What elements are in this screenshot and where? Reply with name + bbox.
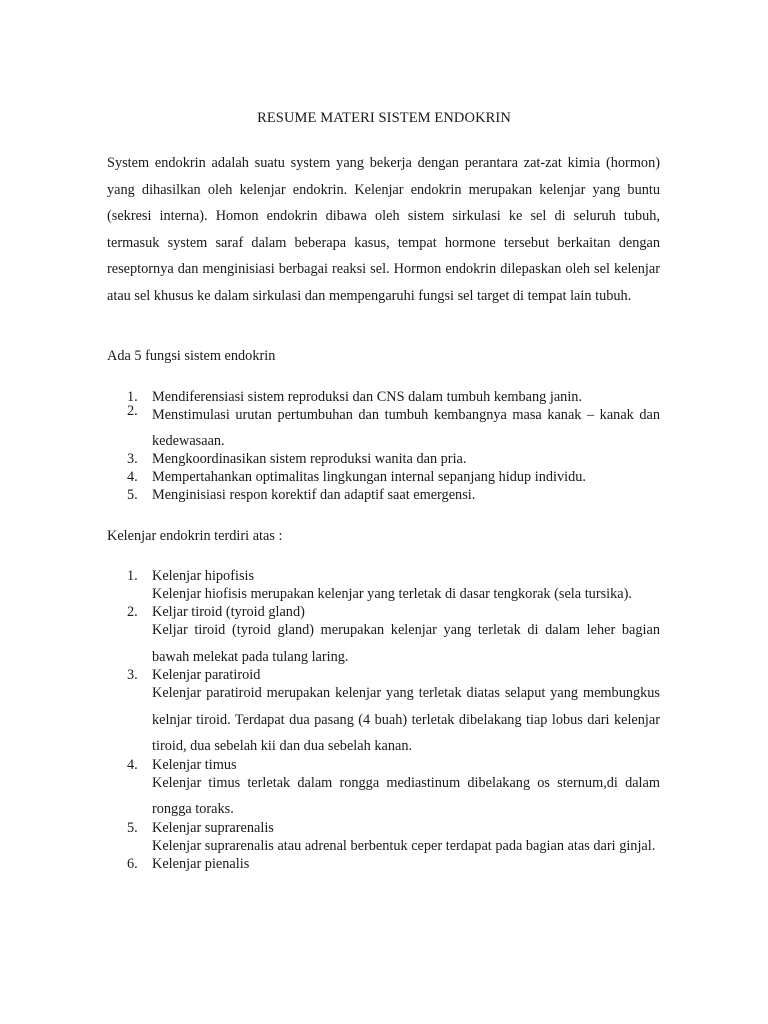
list-number: 2. — [127, 604, 138, 620]
list-number: 1. — [127, 568, 138, 584]
kelenjar-list — [127, 567, 660, 873]
list-item — [127, 855, 660, 873]
list-item-text: Menginisiasi respon korektif dan adaptif saat emergensi. — [152, 487, 476, 503]
list-number: 3. — [127, 667, 138, 683]
list-item — [127, 567, 660, 603]
list-number: 5. — [127, 819, 138, 836]
gland-name: Kelenjar paratiroid — [152, 667, 261, 683]
fungsi-list — [127, 388, 660, 504]
list-item — [127, 819, 660, 860]
list-number: 2. — [127, 403, 138, 419]
list-item-text: Mempertahankan optimalitas lingkungan internal sepanjang hidup individu. — [152, 469, 586, 485]
gland-description: Kelenjar timus terletak dalam rongga mediastinum dibelakang os sternum,di dalam rongga toraks. — [152, 774, 660, 817]
list-number: 3. — [127, 451, 138, 467]
gland-name: Kelenjar suprarenalis — [152, 819, 274, 836]
gland-description: Kelenjar paratiroid merupakan kelenjar yang terletak diatas selaput yang membungkus kelnjar tiroid. Terdapat dua pasang (4 buah) terletak dibelakang tiap lobus dari kelenjar tiroid, dua sebelah kii dan dua sebelah kanan. — [152, 685, 660, 754]
gland-description: Keljar tiroid (tyroid gland) merupakan kelenjar yang terletak di dalam leher bagian bawah melekat pada tulang laring. — [152, 622, 660, 665]
list-item — [127, 666, 660, 760]
intro-paragraph: System endokrin adalah suatu system yang bekerja dengan perantara zat-zat kimia (hormon) yang dihasilkan oleh kelenjar endokrin. Kelenjar endokrin merupakan kelenjar yang buntu (sekresi interna). Homon endokrin dibawa oleh sistem sirkulasi ke sel di seluruh tubuh, termasuk system saraf dalam beberapa kasus, tempat hormone tersebut berkaitan dengan reseptornya dan menginisiasi berbagai reaksi sel. Hormon endokrin dilepaskan oleh sel kelenjar atau sel khusus ke dalam sirkulasi dan mempengaruhi fungsi sel target di tempat lain tubuh. — [107, 155, 660, 304]
list-item — [127, 402, 660, 454]
list-number: 1. — [127, 389, 138, 405]
list-number: 5. — [127, 487, 138, 503]
gland-name: Kelenjar pienalis — [152, 856, 250, 872]
fungsi-heading: Ada 5 fungsi sistem endokrin — [107, 348, 276, 364]
gland-description: Kelenjar hiofisis merupakan kelenjar yang terletak di dasar tengkorak (sela tursika). — [152, 586, 632, 602]
list-item-text: Mengkoordinasikan sistem reproduksi wanita dan pria. — [152, 451, 467, 467]
gland-name: Keljar tiroid (tyroid gland) — [152, 604, 305, 620]
list-item-text: Menstimulasi urutan pertumbuhan dan tumbuh kembangnya masa kanak – kanak dan kedewasaan. — [152, 407, 660, 449]
list-number: 4. — [127, 469, 138, 485]
kelenjar-heading: Kelenjar endokrin terdiri atas : — [107, 528, 283, 544]
list-number: 4. — [127, 756, 138, 773]
list-item — [127, 468, 660, 486]
document-title: RESUME MATERI SISTEM ENDOKRIN — [257, 110, 511, 126]
gland-name: Kelenjar hipofisis — [152, 568, 255, 584]
list-item — [127, 450, 660, 468]
list-item-text: Mendiferensiasi sistem reproduksi dan CNS dalam tumbuh kembang janin. — [152, 389, 583, 405]
gland-name: Kelenjar timus — [152, 756, 237, 773]
list-item — [127, 756, 660, 823]
list-item — [127, 486, 660, 504]
list-number: 6. — [127, 856, 138, 872]
gland-description: Kelenjar suprarenalis atau adrenal berbentuk ceper terdapat pada bagian atas dari ginjal. — [152, 837, 656, 854]
list-item — [127, 603, 660, 670]
